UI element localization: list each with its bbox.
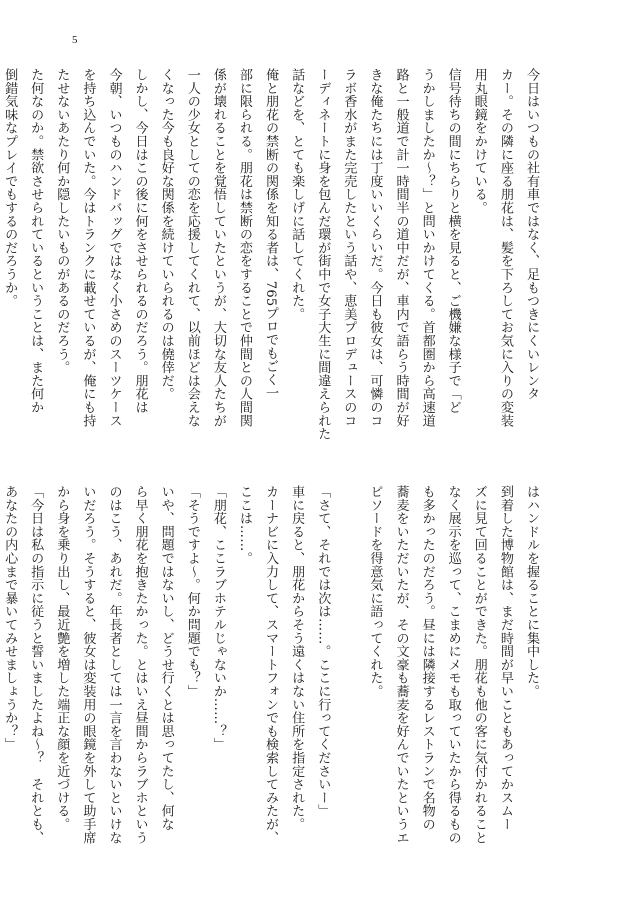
text-line: 「朋花、ここラブホテルじゃないか……？」 [210,485,226,751]
text-line: ラボ香水がまた完売したという話や、恵美プロデュースのコ [341,68,357,428]
text-line: も多かったのだろう。昼には隣接するレストランで名物の [419,485,435,831]
text-line: のはこう、あれだ。年長者としては一言を言わないといけな [106,485,122,845]
text-line: 話などを、とても楽しげに話してくれた。 [289,68,305,321]
text-line: 俺と朋花の禁断の関係を知る者は、765プロでもごく一 [263,68,279,400]
text-line: から身を乗り出し、最近艶を増した端正な顔を近づける。 [54,485,70,831]
text-line: しかし、今日はこの後に何をさせられるのだろう。朋花は [132,68,148,414]
text-line: 信号待ちの間にちらりと横を見ると、ご機嫌な様子で「ど [445,68,461,414]
text-line: なく展示を巡って、こまめにメモも取っていたから得るもの [445,485,461,845]
text-line: あなたの内心まで暴いてみせましょうか？」 [2,485,18,751]
text-line: 蕎麦をいただいたが、その文豪も蕎麦を好んでいたというエ [393,485,409,845]
text-line: いだろう。そうすると、彼女は変装用の眼鏡を外して助手席 [80,485,96,845]
text-line: カー。その隣に座る朋花は、髪を下ろしてお気に入りの変装 [497,68,513,428]
text-block-bottom [0,485,540,855]
text-line: はハンドルを握ることに集中した。 [524,485,539,698]
blank-line [339,485,357,855]
text-line: ズに見て回ることができた。朋花も他の客に気付かれること [471,485,487,845]
text-line: たせないあたり何か隠したいものがあるのだろう。 [54,68,70,374]
text-block-top [0,68,540,450]
text-line: きな俺たちには丁度いいくらいだ。今日も彼女は、可憐のコ [367,68,383,428]
text-line: ピソードを得意気に語ってくれた。 [367,485,383,698]
text-line: 今朝、いつものハンドバッグではなく小さめのスーツケース [106,68,122,428]
text-line: 車に戻ると、朋花からそう遠くはない住所を指定された。 [289,485,305,831]
text-line: いや、問題ではないし、どうせ行くとは思ってたし、何な [158,485,174,831]
text-line: くなった今も良好な関係を続けていられるのは僥倖だ。 [158,68,174,401]
text-line: た何なのか。禁欲させられているということは、また何か [28,68,44,414]
text-line: 用丸眼鏡をかけている。 [471,68,487,215]
text-line: 一人の少女としての恋を応援してくれて、以前ほどは会えな [184,68,200,428]
text-line: 「さて、それでは次は……。ここに行ってくださいー」 [315,485,331,818]
text-line: うかしましたか～？」と問いかけてくる。首都圏から高速道 [419,68,435,428]
text-line: 「そうですよ～。何か問題でも？」 [184,485,200,698]
text-line: 路と一般道で計一時間半の道中だが、車内で語らう時間が好 [393,68,409,428]
text-line: 倒錯気味なプレイでもするのだろうか。 [2,68,18,308]
text-line: 到着した博物館は、まだ時間が早いこともあってかスムー [497,485,513,831]
text-line: 今日はいつもの社有車ではなく、足もつきにくいレンタ [524,68,539,401]
text-line: 係が壊れることを覚悟していたというが、大切な友人たちが [210,68,226,428]
text-line: ら早く朋花を抱きたかった。とはいえ昼間からラブホという [132,485,148,845]
page-number: 5 [72,34,78,46]
text-line: 部に限られる。朋花は禁断の恋をすることで仲間との人間関 [236,68,252,428]
text-line: 「今日は私の指示に従うと誓いましたよね～？ それとも、 [28,485,44,845]
text-line: を持ち込んでいた。今はトランクに載せているが、俺にも持 [80,68,96,428]
text-line: ーディネートに身を包んだ環が街中で女子大生に間違えられた [315,68,331,441]
text-line: ここは……。 [236,485,252,565]
text-line: カーナビに入力して、スマートフォンでも検索してみたが、 [263,485,279,845]
